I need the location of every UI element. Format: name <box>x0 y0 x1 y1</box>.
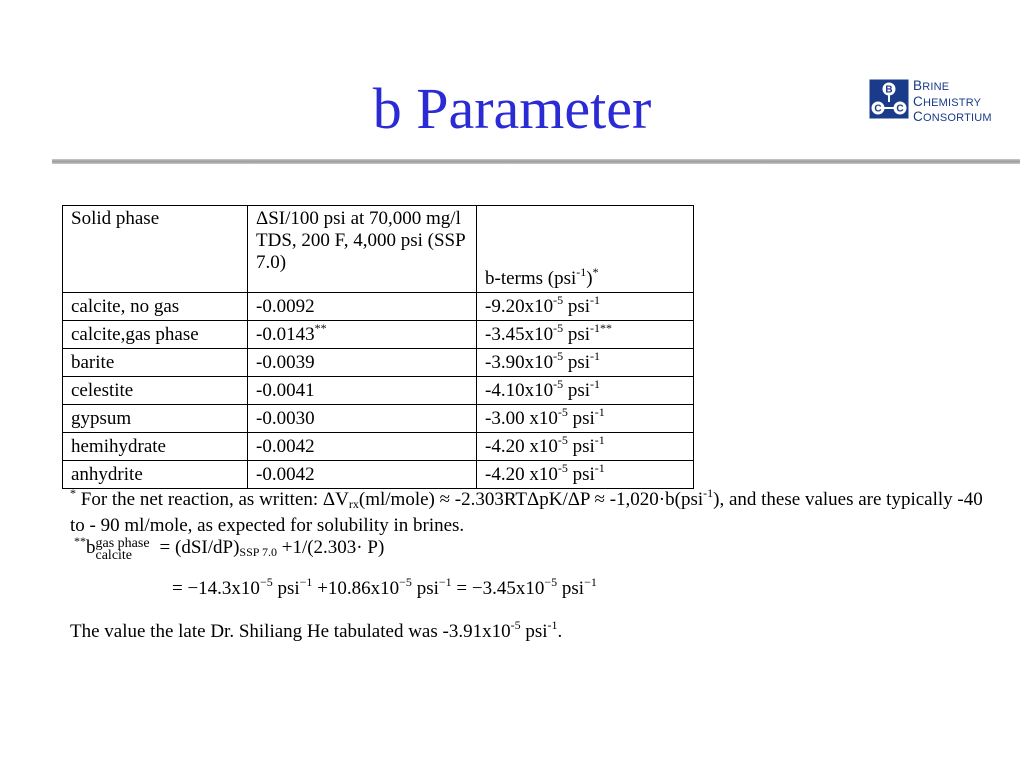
cell-b-term: $-4.10x10^{-5}$ psi$^{-1}$ <box>477 377 694 405</box>
table-row <box>63 377 694 405</box>
table-row <box>63 405 694 433</box>
cell-delta-si: -0.0042 <box>248 433 477 461</box>
cell-delta-si: -0.0041 <box>248 377 477 405</box>
cell-b-term: $-3.45x10^{-5}$ psi$^{-1**}$ <box>477 321 694 349</box>
b-parameter-table <box>62 205 694 489</box>
table-row <box>63 293 694 321</box>
cell-phase: celestite <box>63 377 248 405</box>
header-b-terms: b-terms (psi$^{-1}$)* <box>477 206 694 293</box>
cell-b-term: -3.00 $x10^{-5}$ psi$^{-1}$ <box>477 405 694 433</box>
cell-b-term: $-3.90x10^{-5}$ psi$^{-1}$ <box>477 349 694 377</box>
header-delta-si: ΔSI/100 psi at 70,000 mg/l TDS, 200 F, 4,000 psi (SSP 7.0) <box>248 206 477 293</box>
logo-line-3: CONSORTIUM <box>913 109 992 124</box>
consortium-logo-icon <box>869 79 909 119</box>
table-header-row <box>63 206 694 293</box>
cell-delta-si: -0.0143** <box>248 321 477 349</box>
cell-b-term: $-9.20x10^{-5}$ psi$^{-1}$ <box>477 293 694 321</box>
table-row <box>63 461 694 489</box>
cell-phase: anhydrite <box>63 461 248 489</box>
title-divider <box>52 159 1020 164</box>
cell-b-term: -4.20 $x10^{-5}$ psi$^{-1}$ <box>477 461 694 489</box>
cell-delta-si: -0.0092 <box>248 293 477 321</box>
logo-mark-letter-b: B <box>885 84 893 96</box>
footnote-net-reaction: * For the net reaction, as written: $\Delta V_{rx}(ml/mole) \approx -2.303RT\Delta pK/\Delta P \approx -1,020\cdot b(psi^{-1})$, and these values are typically -40 to - 90 ml/mole, as expected for solubility in brines. <box>70 486 983 536</box>
logo-line-2: CHEMISTRY <box>913 93 982 109</box>
logo-mark-letter-c1: C <box>874 103 882 115</box>
table-row <box>63 321 694 349</box>
cell-b-term: -4.20 $x10^{-5}$ psi$^{-1}$ <box>477 433 694 461</box>
logo-wordmark <box>913 79 992 126</box>
table-row <box>63 349 694 377</box>
cell-phase: hemihydrate <box>63 433 248 461</box>
cell-phase: barite <box>63 349 248 377</box>
slide-title: b Parameter <box>372 76 652 141</box>
cell-phase: calcite, no gas <box>63 293 248 321</box>
logo-line-1: BRINE <box>913 78 950 93</box>
tabulated-value-note: The value the late Dr. Shiliang He tabulated was $-3.91x10^{-5}$ psi$^{-1}$. <box>70 618 563 642</box>
brine-chemistry-consortium-logo <box>869 78 999 124</box>
b-super-sub-labels: gas phase calcite <box>95 536 150 563</box>
equation-b-calcite: **b gas phase calcite = $(dSI/dP)_{SSP 7.0} +1/(2.303\cdot P)$ <box>74 534 385 563</box>
cell-delta-si: -0.0039 <box>248 349 477 377</box>
cell-phase: gypsum <box>63 405 248 433</box>
table-row <box>63 433 694 461</box>
cell-delta-si: -0.0030 <box>248 405 477 433</box>
cell-phase: calcite,gas phase <box>63 321 248 349</box>
logo-mark-letter-c2: C <box>896 103 904 115</box>
equation-b-calcite-value: = $-14.3x10^{-5}$ $psi^{-1} +10.86x10^{-5}$ $psi^{-1} = -3.45x10^{-5}$ psi$^{-1}$ <box>172 575 597 599</box>
header-solid-phase: Solid phase <box>63 206 248 293</box>
cell-delta-si: -0.0042 <box>248 461 477 489</box>
